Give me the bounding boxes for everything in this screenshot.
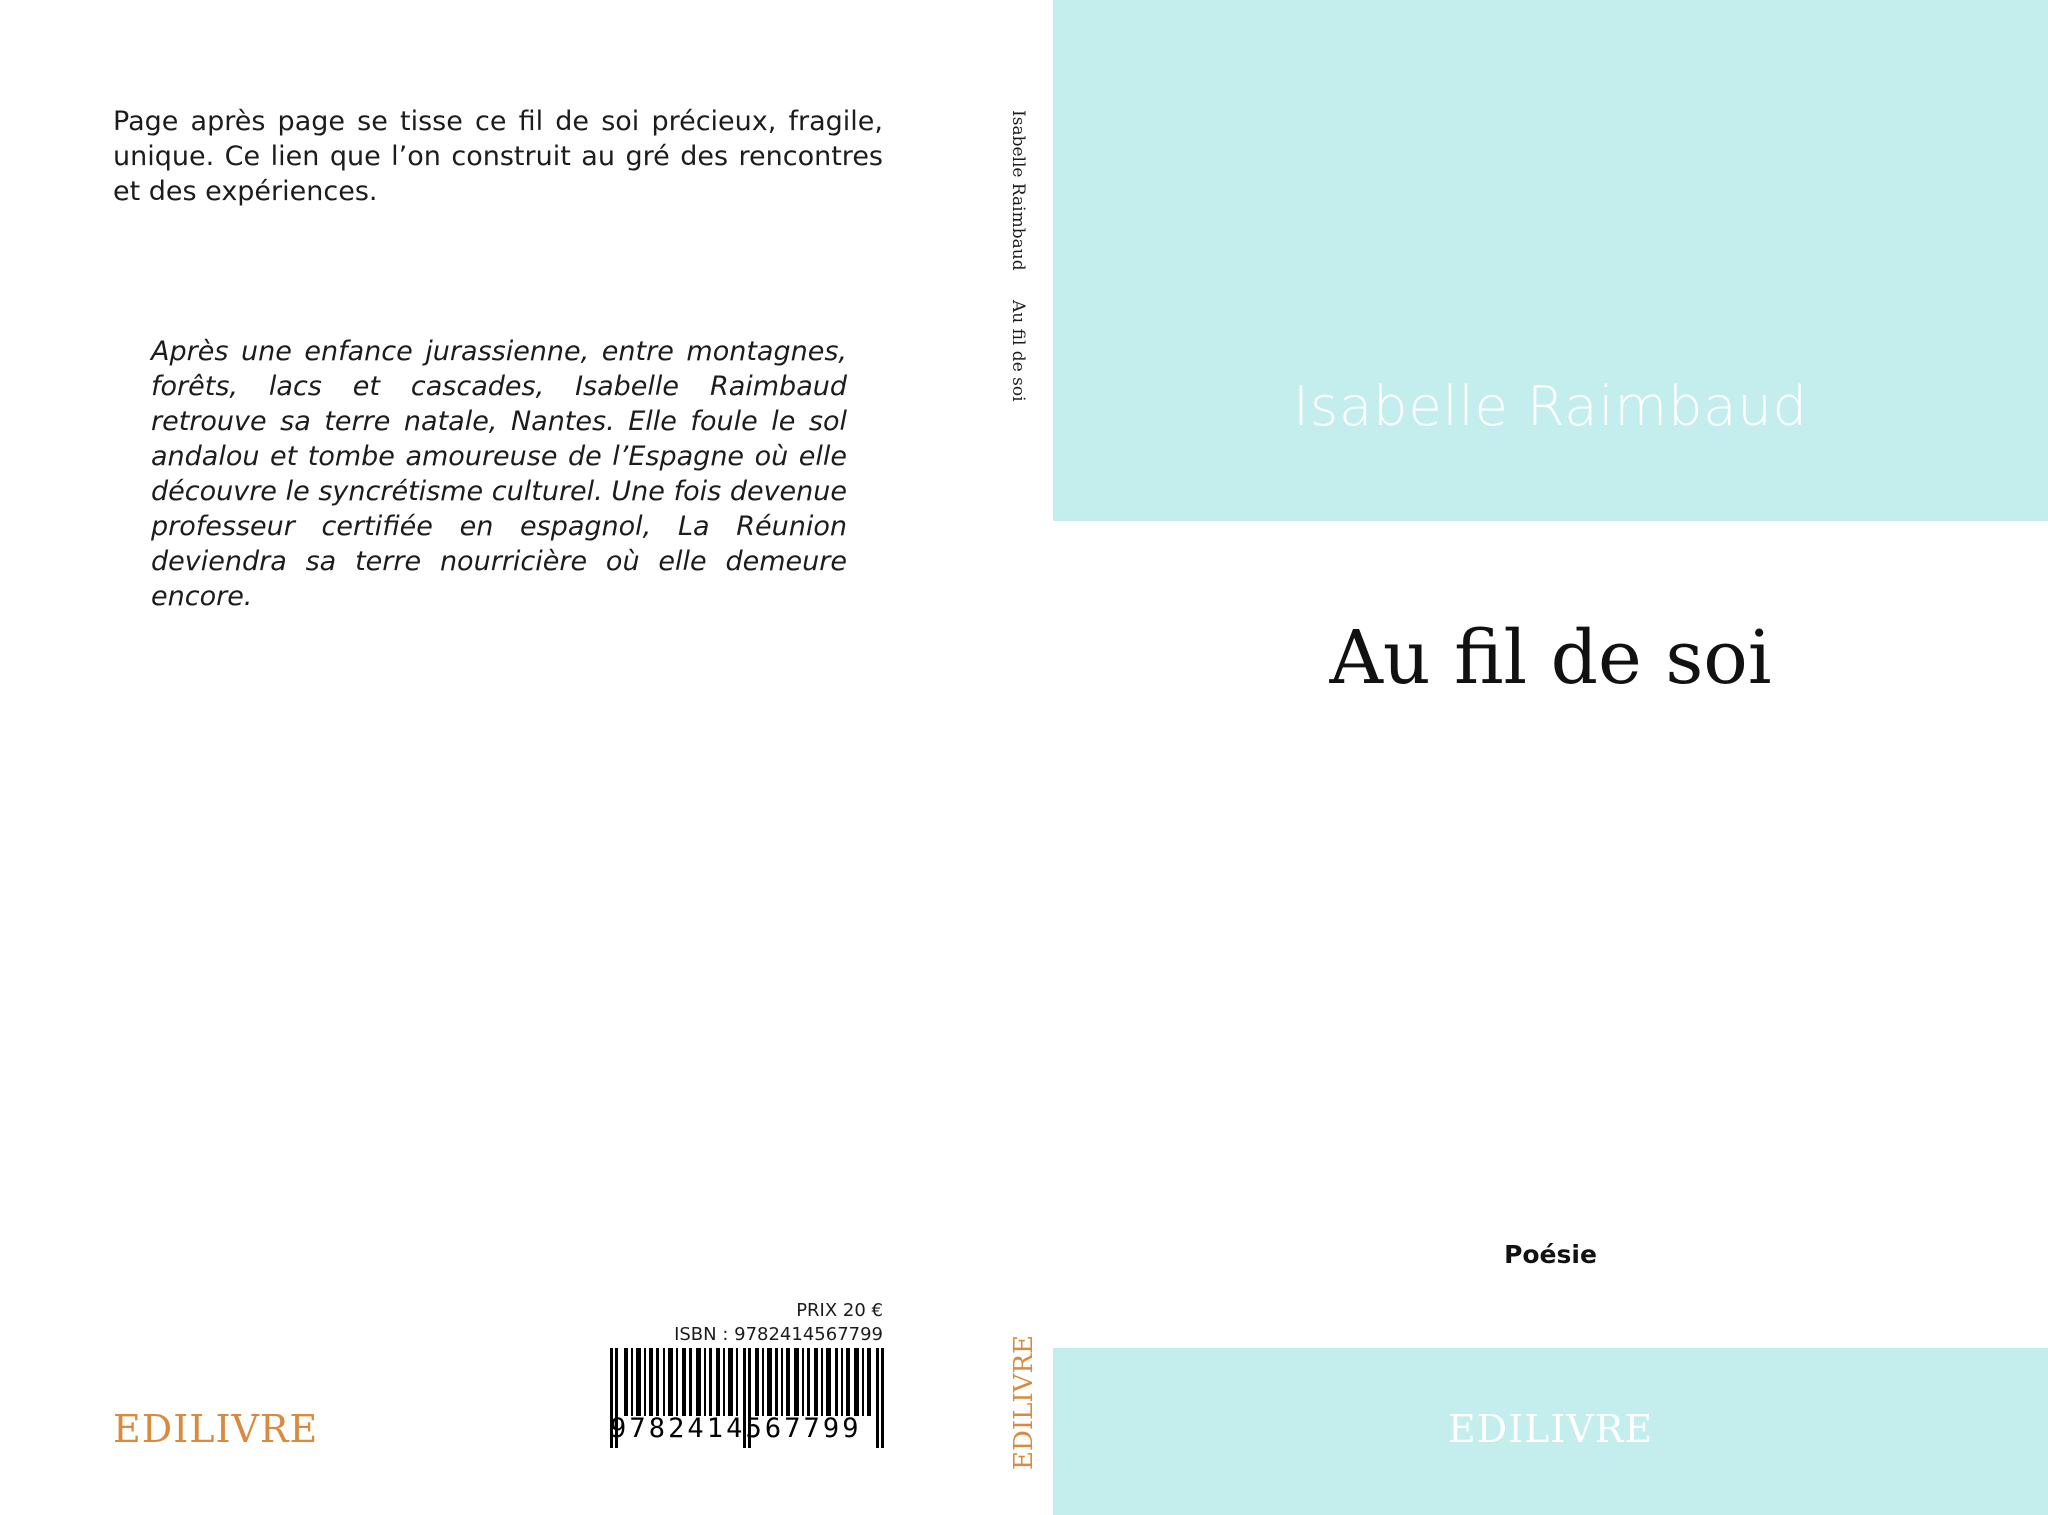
author-biography: Après une enfance jurassienne, entre montagnes, forêts, lacs et cascades, Isabelle Raimbaud retrouve sa terre natale, Nantes. Elle foule le sol andalou et tombe amoureuse de l’Espagne où elle découvre le syncrétisme culturel. Une fois devenue professeur certifiée en espagnol, La Réunion deviendra sa terre nourricière où elle demeure encore. [151, 336, 847, 612]
front-author-name: Isabelle Raimbaud [1293, 375, 1808, 438]
barcode-digits: 9782414567799 [610, 1413, 862, 1444]
front-top-band [1053, 0, 2048, 521]
spine-title: Au fil de soi [1008, 300, 1028, 402]
price-label: PRIX 20 € [796, 1300, 883, 1321]
publisher-logo-spine: EDILIVRE [1009, 1335, 1039, 1470]
spine-author: Isabelle Raimbaud [1008, 110, 1028, 271]
back-cover-blurb: Page après page se tisse ce fil de soi précieux, fragile, unique. Ce lien que l’on construit au gré des rencontres et des expériences. [113, 106, 883, 207]
isbn-label: ISBN : 9782414567799 [674, 1324, 883, 1345]
publisher-logo-back: EDILIVRE [113, 1407, 319, 1451]
publisher-logo-front: EDILIVRE [1447, 1407, 1654, 1451]
book-title: Au fil de soi [1329, 615, 1772, 701]
genre-label: Poésie [1504, 1240, 1597, 1269]
back-cover [0, 0, 1000, 1515]
